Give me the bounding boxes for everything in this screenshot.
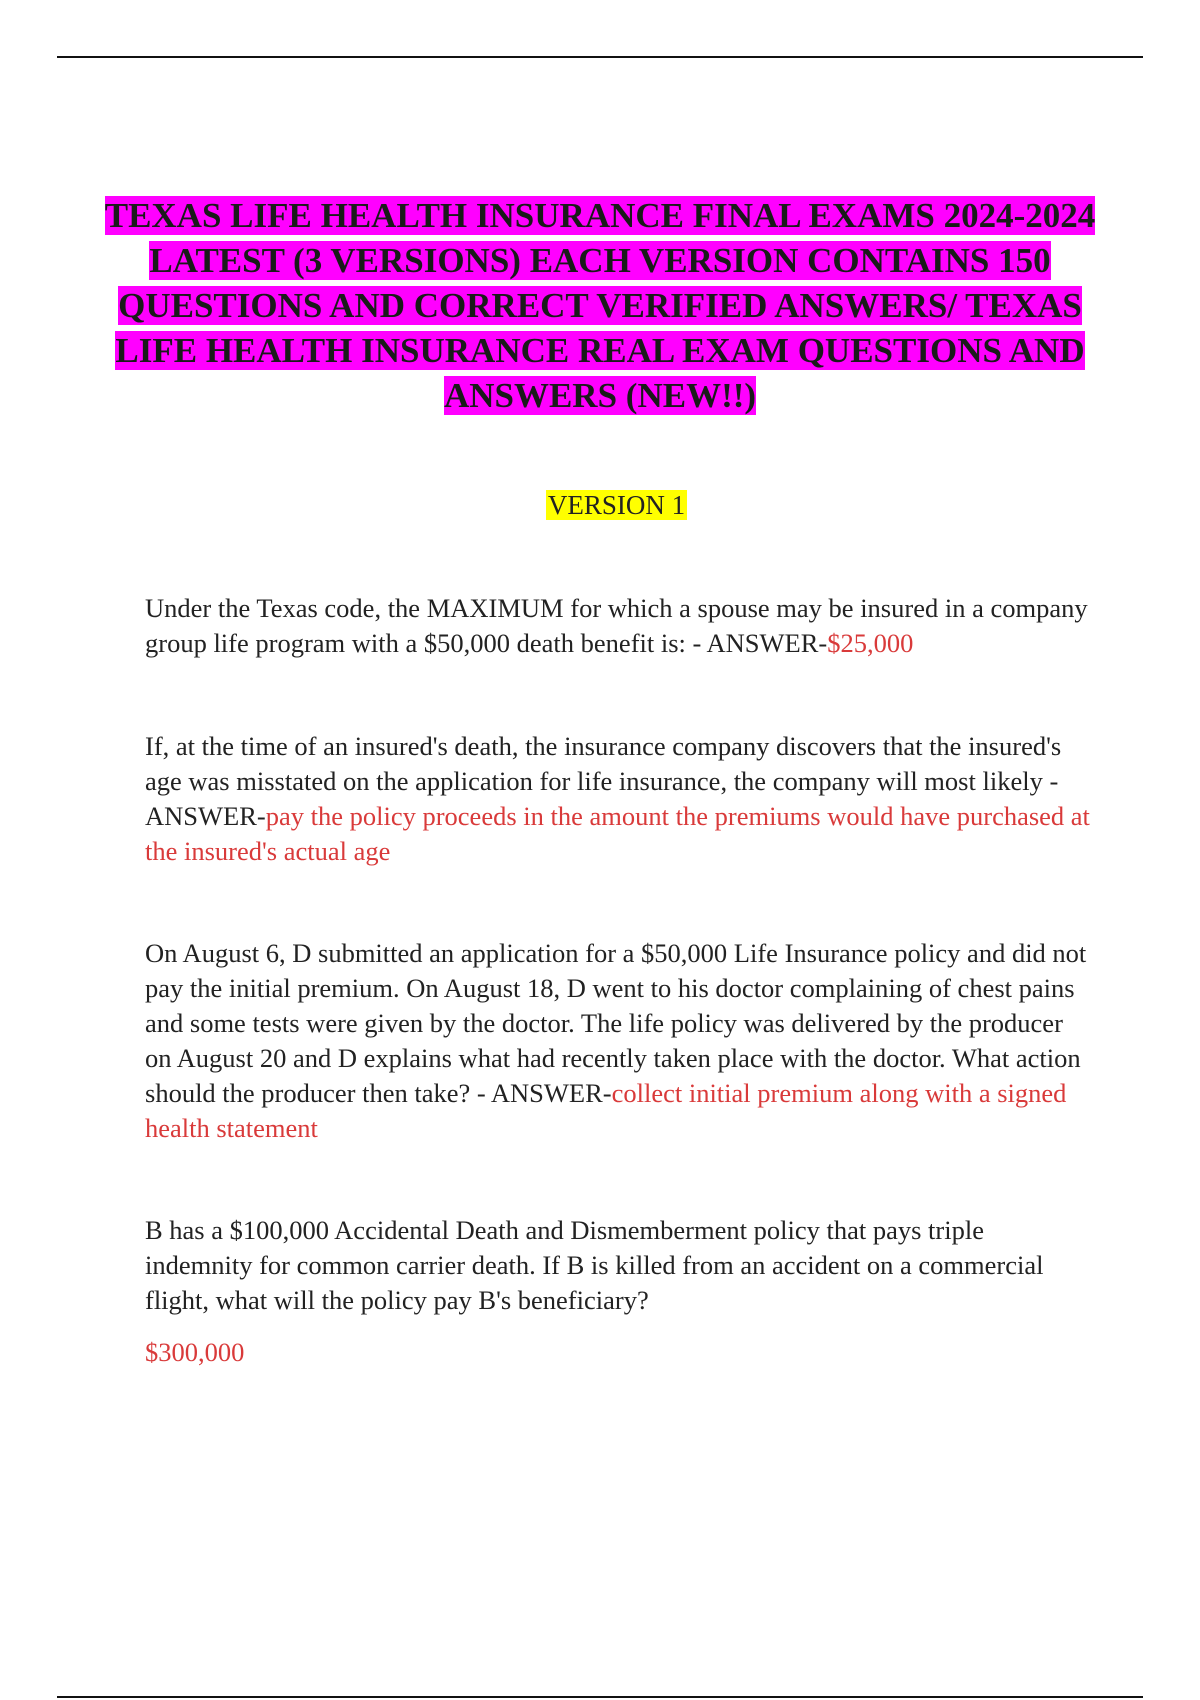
question-item bbox=[145, 729, 1095, 869]
answer-text: collect initial premium along with a signed health statement bbox=[145, 1078, 1067, 1143]
bottom-divider bbox=[57, 1696, 1143, 1698]
question-text: If, at the time of an insured's death, the insurance company discovers that the insured's age was misstated on the application for life insurance, the company will most likely - ANSWER- bbox=[145, 731, 1062, 831]
version-heading bbox=[0, 488, 1200, 522]
question-text: On August 6, D submitted an application for a $50,000 Life Insurance policy and did not pay the initial premium. On August 18, D went to his doctor complaining of chest pains and some tests were given by the doctor. The life policy was delivered by the producer on August 20 and D explains what had recently taken place with the doctor. What action should the producer then take? - ANSWER- bbox=[145, 938, 1087, 1108]
question-text: Under the Texas code, the MAXIMUM for which a spouse may be insured in a company group life program with a $50,000 death benefit is: - ANSWER- bbox=[145, 593, 1088, 658]
document-title-text: TEXAS LIFE HEALTH INSURANCE FINAL EXAMS 2024-2024 LATEST (3 VERSIONS) EACH VERSION CONTAINS 150 QUESTIONS AND CORRECT VERIFIED ANSWERS/ TEXAS LIFE HEALTH INSURANCE REAL EXAM QUESTIONS AND ANSWERS (NEW!!) bbox=[104, 196, 1096, 415]
answer-text: $25,000 bbox=[827, 628, 914, 658]
question-item bbox=[145, 1213, 1095, 1318]
answer-text: pay the policy proceeds in the amount the premiums would have purchased at the insured's actual age bbox=[145, 801, 1090, 866]
top-divider bbox=[57, 56, 1143, 58]
question-text: B has a $100,000 Accidental Death and Dismemberment policy that pays triple indemnity for common carrier death. If B is killed from an accident on a commercial flight, what will the policy pay B's beneficiary? bbox=[145, 1215, 1044, 1315]
question-item bbox=[145, 591, 1095, 661]
question-item bbox=[145, 936, 1095, 1146]
version-label: VERSION 1 bbox=[547, 490, 686, 520]
answer-text: $300,000 bbox=[145, 1337, 245, 1367]
document-title bbox=[100, 193, 1100, 418]
